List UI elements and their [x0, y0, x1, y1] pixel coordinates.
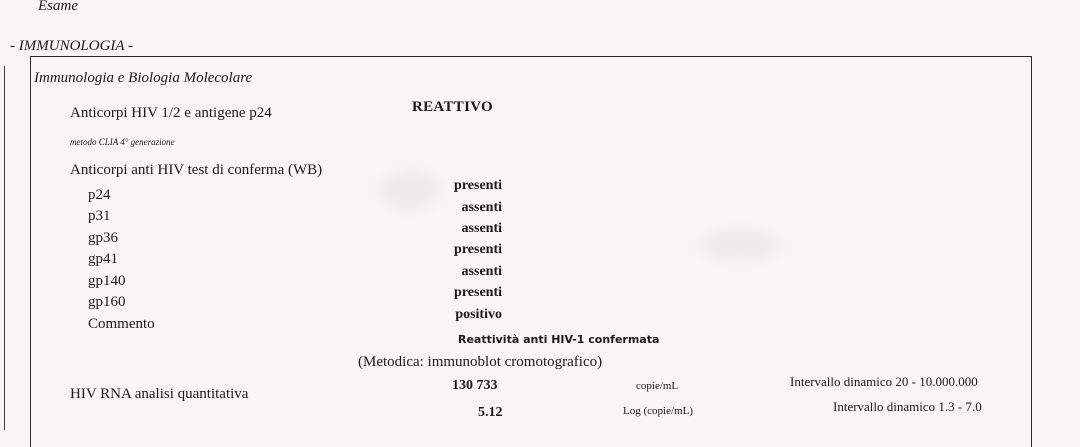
- rna-log-value: 5.12: [478, 405, 503, 420]
- panel-title: Immunologia e Biologia Molecolare: [34, 70, 253, 86]
- rna-log-unit: Log (copie/mL): [623, 405, 693, 417]
- rna-label: HIV RNA analisi quantitativa: [70, 386, 249, 402]
- rna-copies-range: Intervallo dinamico 20 - 10.000.000: [790, 374, 978, 389]
- wb-row-name: gp160: [88, 294, 126, 310]
- rna-copies-value: 130 733: [452, 378, 498, 393]
- wb-row-name: gp140: [88, 273, 126, 289]
- wb-row-name: gp36: [88, 230, 118, 246]
- rna-log-range: Intervallo dinamico 1.3 - 7.0: [833, 399, 982, 414]
- wb-row-name: p24: [88, 187, 111, 203]
- wb-row-value: assenti: [461, 200, 502, 215]
- wb-row-name: p31: [88, 208, 111, 224]
- wb-row-value: assenti: [461, 264, 502, 279]
- section-title: - IMMUNOLOGIA -: [10, 38, 134, 54]
- hiv-screen-method: metodo CLIA 4° generazione: [70, 137, 175, 147]
- wb-row-value: presenti: [454, 285, 502, 300]
- wb-comment-label: Commento: [88, 316, 155, 332]
- wb-comment-value: positivo: [455, 307, 502, 322]
- wb-method-note: (Metodica: immunoblot cromotografico): [358, 354, 603, 370]
- wb-row-name: gp41: [88, 251, 118, 267]
- hiv-screen-label: Anticorpi HIV 1/2 e antigene p24: [70, 105, 272, 121]
- wb-row-value: assenti: [461, 221, 502, 236]
- page-edge-line: [4, 66, 5, 430]
- top-label: Esame: [38, 0, 78, 14]
- wb-row-value: presenti: [454, 178, 502, 193]
- rna-copies-unit: copie/mL: [636, 380, 679, 392]
- wb-row-value: presenti: [454, 242, 502, 257]
- wb-confirm-note: Reattività anti HIV-1 confermata: [458, 333, 660, 346]
- hiv-screen-result: REATTIVO: [412, 99, 494, 115]
- wb-label: Anticorpi anti HIV test di conferma (WB): [70, 162, 323, 178]
